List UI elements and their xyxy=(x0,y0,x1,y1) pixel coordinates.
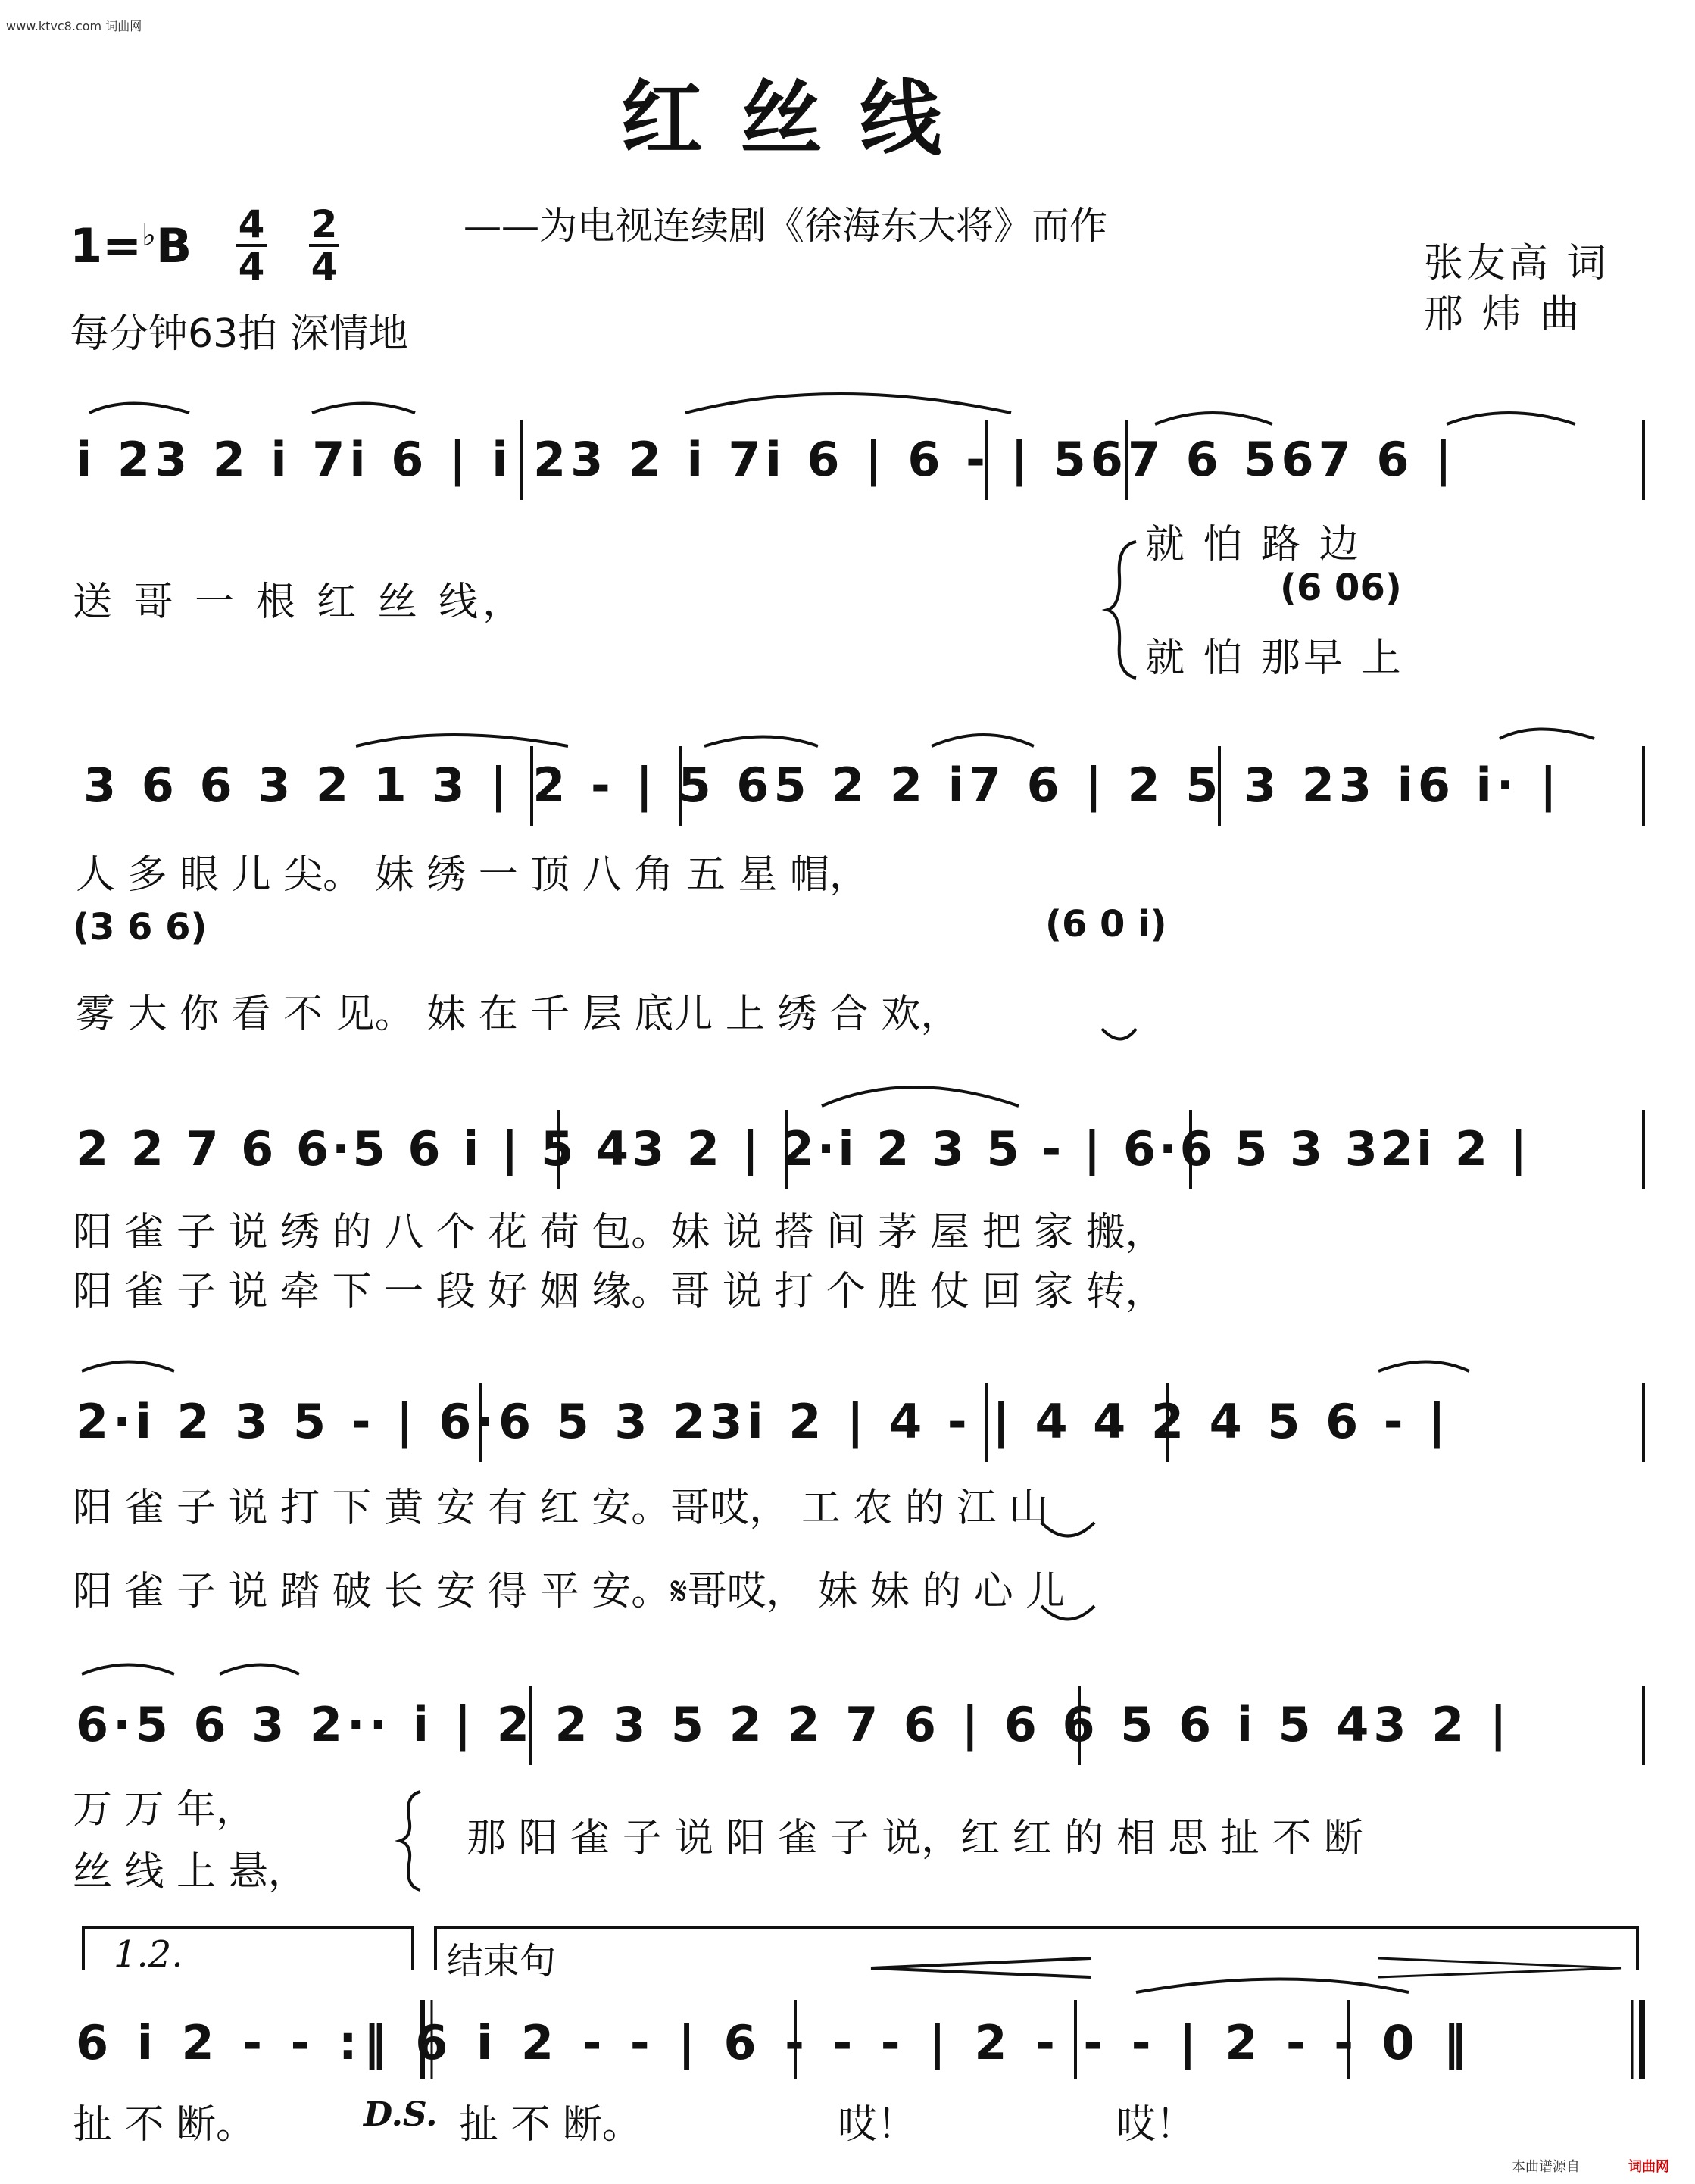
footer-site-logo: 词曲网 xyxy=(1628,2159,1669,2175)
lyrics-row-5-verse-3: 那 阳 雀 子 说 阳 雀 子 说，红 红 的 相 思 扯 不 断 xyxy=(467,1816,1363,1861)
ds-label: D.S. xyxy=(364,2095,438,2134)
key-label: 1= xyxy=(70,218,142,273)
volta-label: 1.2. xyxy=(114,1933,183,1976)
notes-row-3: 2 2 7 6 6·5 6 i | 5 43 2 | 2·i 2 3 5 - | 6·6 5 3 32i 2 | xyxy=(76,1121,1531,1176)
lyricist-credit: 张友高 词 xyxy=(1424,241,1609,286)
notes-row-5: 6·5 6 3 2·· i | 2 2 3 5 2 2 7 6 | 6 6 5 6 i 5 43 2 | xyxy=(76,1697,1512,1752)
key-name: B xyxy=(155,218,192,273)
footer-source: 本曲谱源自 xyxy=(1512,2159,1580,2175)
notes-row-4: 2·i 2 3 5 - | 6·6 5 3 23i 2 | 4 - | 4 4 2 4 5 6 - | xyxy=(76,1394,1450,1449)
flat-icon: ♭ xyxy=(142,218,156,253)
lyrics-row-2-verse-2: 雾 大 你 看 不 见。 妹 在 千 层 底儿 上 绣 合 欢， xyxy=(76,992,960,1037)
site-header: www.ktvc8.com 词曲网 xyxy=(6,19,142,33)
song-subtitle: ——为电视连续剧《徐海东大将》而作 xyxy=(464,204,1107,248)
ending-label: 结束句 xyxy=(447,1940,557,1982)
song-title: 红 丝 线 xyxy=(621,71,947,167)
lyrics-row-1-verse-2a: 就 怕 路 边 xyxy=(1145,522,1362,567)
alt-notes-row-2a: (3 6 6) xyxy=(73,906,208,948)
time-signature-2-4: 2 4 xyxy=(309,206,339,285)
lyrics-row-6-verse-2: 扯 不 断。 xyxy=(459,2102,642,2148)
time-signature-4-4: 4 4 xyxy=(236,206,267,285)
lyrics-row-3-verse-2: 阳 雀 子 说 牵 下 一 段 好 姻 缘。哥 说 打 个 胜 仗 回 家 转， xyxy=(73,1269,1165,1314)
composer-credit: 邢 炜 曲 xyxy=(1424,292,1583,337)
lyrics-row-3-verse-1: 阳 雀 子 说 绣 的 八 个 花 荷 包。妹 说 搭 间 茅 屋 把 家 搬， xyxy=(73,1210,1165,1255)
lyrics-row-5-verse-2: 丝 线 上 悬， xyxy=(73,1849,307,1895)
lyrics-row-4-verse-1: 阳 雀 子 说 打 下 黄 安 有 红 安。哥哎， 工 农 的 江 山 xyxy=(73,1486,1048,1531)
alt-notes-row-1: (6 06) xyxy=(1280,567,1402,609)
lyrics-row-1-verse-2b: 就 怕 那早 上 xyxy=(1145,636,1404,681)
lyrics-row-4-verse-2: 阳 雀 子 说 踏 破 长 安 得 平 安。𝄋哥哎， 妹 妹 的 心 儿 xyxy=(73,1569,1066,1614)
tempo-marking: 每分钟63拍 深情地 xyxy=(70,311,408,357)
alt-notes-row-2b: (6 0 i) xyxy=(1045,903,1167,945)
lyrics-row-6-verse-1: 扯 不 断。 xyxy=(73,2102,256,2148)
lyrics-row-5-verse-1: 万 万 年， xyxy=(73,1787,256,1832)
notes-row-2: 3 6 6 3 2 1 3 | 2 - | 5 65 2 2 i7 6 | 2 5 3 23 i6 i· | xyxy=(83,758,1562,813)
exclaim-2: 哎！ xyxy=(1116,2102,1196,2148)
notes-row-1: i 23 2 i 7i 6 | i 23 2 i 7i 6 | 6 - | 567 6 567 6 | xyxy=(76,432,1456,487)
lyrics-row-1-verse-1: 送 哥 一 根 红 丝 线， xyxy=(73,580,527,625)
exclaim-1: 哎！ xyxy=(838,2102,917,2148)
notes-row-6: 6 i 2 - - :‖ 6 i 2 - - | 6 - - - | 2 - - - | 2 - - 0 ‖ xyxy=(76,2015,1473,2070)
lyrics-row-2-verse-1: 人 多 眼 儿 尖。 妹 绣 一 顶 八 角 五 星 帽， xyxy=(76,852,869,898)
